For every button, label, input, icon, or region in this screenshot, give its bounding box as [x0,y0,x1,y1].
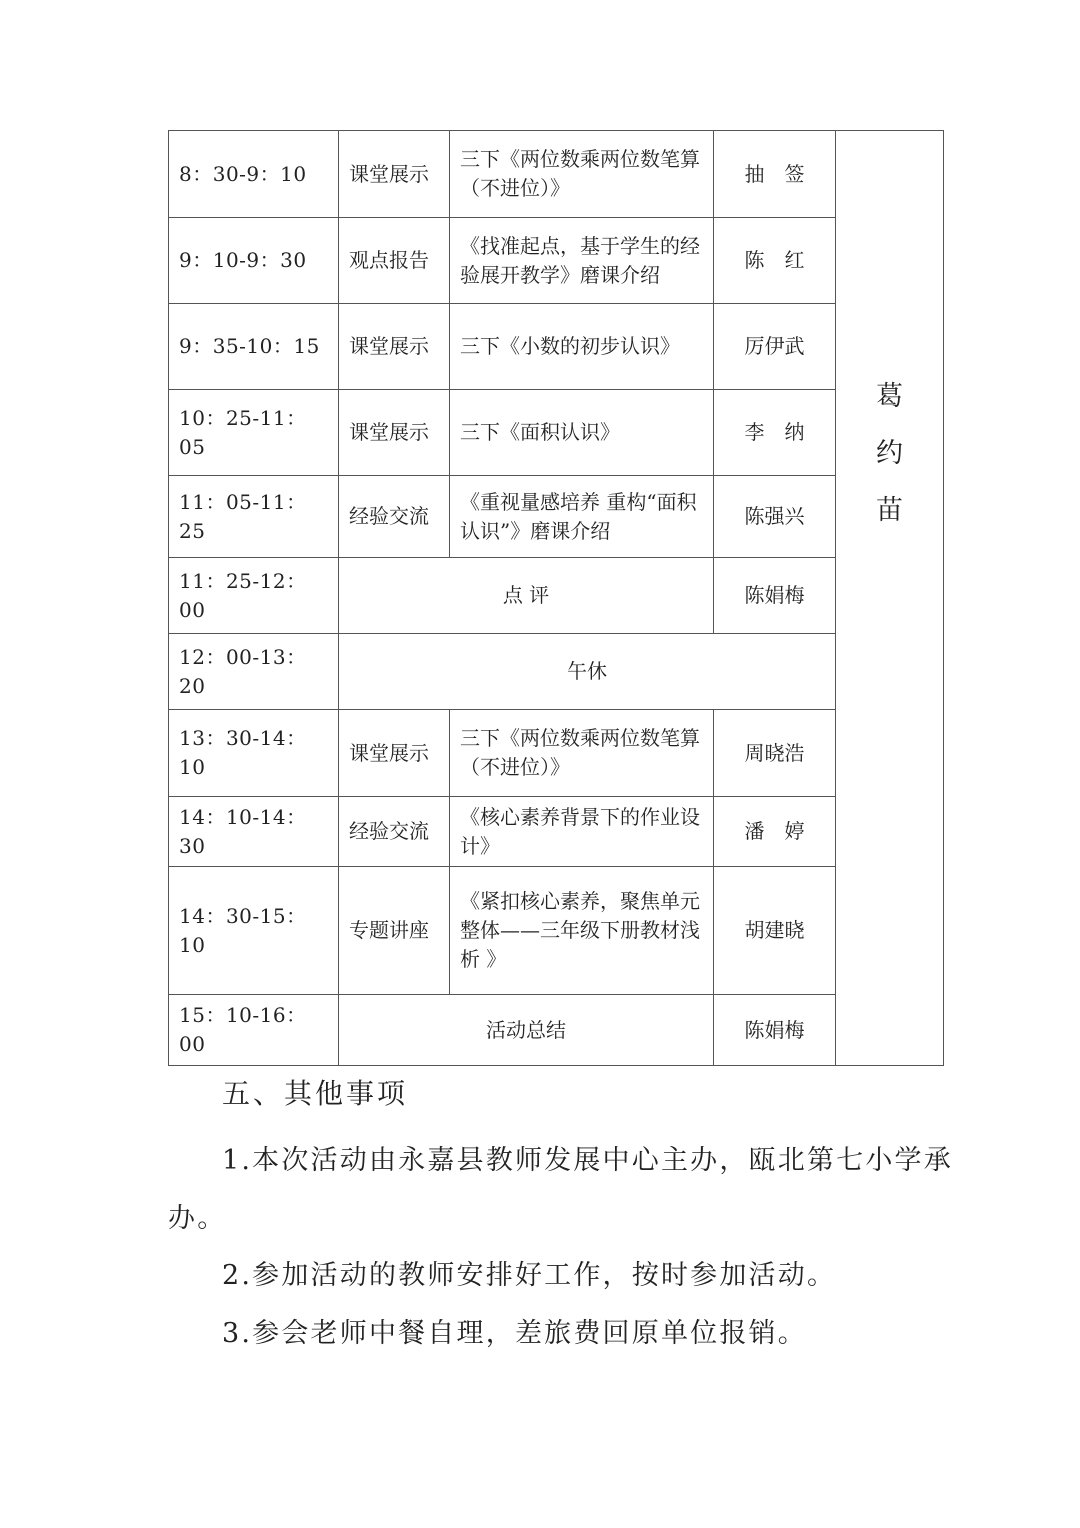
speaker-cell: 周晓浩 [714,710,836,797]
content-cell: 三下《面积认识》 [450,390,714,476]
content-cell: 《核心素养背景下的作业设计》 [450,797,714,867]
type-cell: 课堂展示 [339,390,450,476]
schedule-table [168,130,944,1066]
time-cell: 14：30-15：10 [169,867,339,995]
time-cell: 14：10-14：30 [169,797,339,867]
table-row [169,867,944,995]
type-cell: 经验交流 [339,476,450,558]
table-row [169,995,944,1066]
type-cell: 专题讲座 [339,867,450,995]
time-cell: 9：10-9：30 [169,218,339,304]
speaker-cell: 陈娟梅 [714,995,836,1066]
host-name [846,368,933,539]
type-cell: 课堂展示 [339,131,450,218]
table-row [169,131,944,218]
time-cell: 11：25-12：00 [169,558,339,634]
speaker-cell: 陈强兴 [714,476,836,558]
table-row [169,218,944,304]
content-cell: 三下《小数的初步认识》 [450,304,714,390]
merged-cell: 午休 [339,634,836,710]
speaker-cell: 抽 签 [714,131,836,218]
speaker-cell: 厉伊武 [714,304,836,390]
time-cell: 13：30-14：10 [169,710,339,797]
content-cell: 三下《两位数乘两位数笔算（不进位）》 [450,710,714,797]
content-cell: 《紧扣核心素养，聚焦单元整体——三年级下册教材浅析 》 [450,867,714,995]
time-cell: 10：25-11：05 [169,390,339,476]
table-row [169,390,944,476]
table-row [169,797,944,867]
paragraph: 3.参会老师中餐自理，差旅费回原单位报销。 [222,1318,807,1349]
merged-cell: 点 评 [339,558,714,634]
speaker-cell: 李 纳 [714,390,836,476]
type-cell: 课堂展示 [339,304,450,390]
time-cell: 11：05-11：25 [169,476,339,558]
host-name-char: 葛 [876,381,903,412]
content-cell: 《重视量感培养 重构“面积认识”》磨课介绍 [450,476,714,558]
time-cell: 15：10-16：00 [169,995,339,1066]
table-row [169,710,944,797]
section-title: 五、其他事项 [222,1077,409,1110]
paragraph: 1.本次活动由永嘉县教师发展中心主办，瓯北第七小学承办。 [168,1145,953,1234]
time-cell: 12：00-13：20 [169,634,339,710]
host-cell [836,131,944,1066]
speaker-cell: 陈娟梅 [714,558,836,634]
type-cell: 观点报告 [339,218,450,304]
type-cell: 课堂展示 [339,710,450,797]
paragraph: 2.参加活动的教师安排好工作，按时参加活动。 [222,1260,837,1291]
table-row [169,634,944,710]
speaker-cell: 陈 红 [714,218,836,304]
content-cell: 三下《两位数乘两位数笔算（不进位）》 [450,131,714,218]
merged-cell: 活动总结 [339,995,714,1066]
type-cell: 经验交流 [339,797,450,867]
table-row [169,558,944,634]
time-cell: 8：30-9：10 [169,131,339,218]
speaker-cell: 胡建晓 [714,867,836,995]
content-cell: 《找准起点，基于学生的经验展开教学》磨课介绍 [450,218,714,304]
table-row [169,304,944,390]
host-name-char: 苗 [876,495,903,526]
time-cell: 9：35-10：15 [169,304,339,390]
host-name-char: 约 [876,438,903,469]
table-row [169,476,944,558]
speaker-cell: 潘 婷 [714,797,836,867]
